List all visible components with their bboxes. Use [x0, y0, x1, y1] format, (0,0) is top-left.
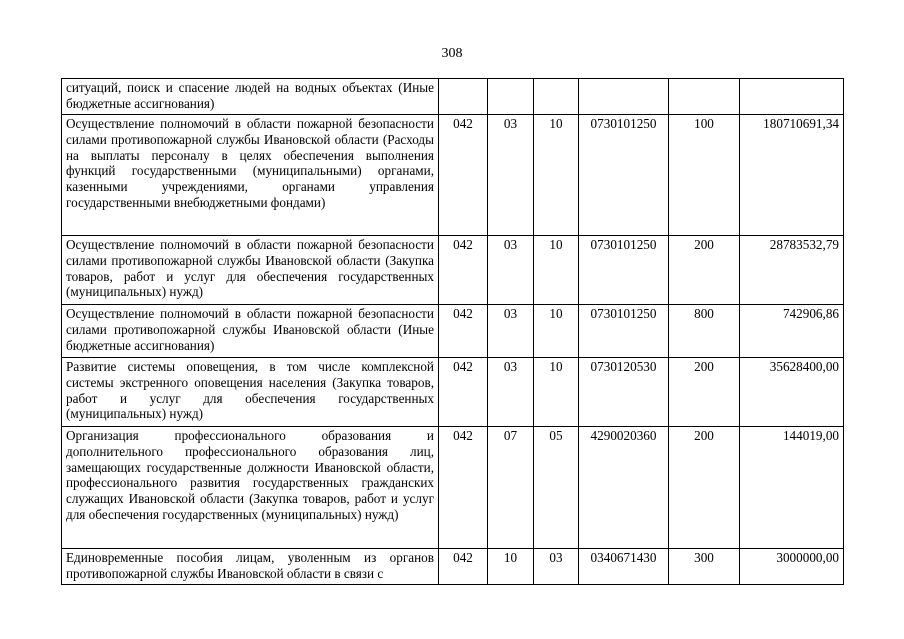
budget-table-body: [62, 79, 844, 585]
row-subsection-code: 03: [534, 549, 579, 585]
row-subsection-code: 10: [534, 305, 579, 358]
table-row: [62, 427, 844, 549]
row-target-article: 0730101250: [579, 305, 669, 358]
row-ministry-code: 042: [439, 236, 488, 305]
row-ministry-code: [439, 79, 488, 115]
row-description: Осуществление полномочий в области пожарной безопасности силами противопожарной службы Ивановской области (Закупка товаров, работ и услуг для обеспечения государственных (муниципальных) нужд): [62, 236, 439, 305]
row-description: Осуществление полномочий в области пожарной безопасности силами противопожарной службы Ивановской области (Расходы на выплаты персоналу в целях обеспечения выполнения функций государственными (муниципальными) органами, казенными учреждениями, органами управления государственными внебюджетными фондами): [62, 115, 439, 236]
row-amount: 28783532,79: [740, 236, 844, 305]
row-amount: 742906,86: [740, 305, 844, 358]
row-description: ситуаций, поиск и спасение людей на водных объектах (Иные бюджетные ассигнования): [62, 79, 439, 115]
row-section-code: [488, 79, 534, 115]
row-expense-type: 200: [669, 236, 740, 305]
row-ministry-code: 042: [439, 115, 488, 236]
row-subsection-code: 10: [534, 115, 579, 236]
row-expense-type: 100: [669, 115, 740, 236]
row-subsection-code: 10: [534, 236, 579, 305]
table-row: [62, 305, 844, 358]
row-expense-type: 800: [669, 305, 740, 358]
row-amount: [740, 79, 844, 115]
row-section-code: 03: [488, 115, 534, 236]
table-row: [62, 79, 844, 115]
row-amount: 35628400,00: [740, 358, 844, 427]
table-row: [62, 358, 844, 427]
row-description: Осуществление полномочий в области пожарной безопасности силами противопожарной службы Ивановской области (Иные бюджетные ассигнования): [62, 305, 439, 358]
row-subsection-code: 05: [534, 427, 579, 549]
row-subsection-code: [534, 79, 579, 115]
row-target-article: 0730101250: [579, 115, 669, 236]
row-section-code: 03: [488, 358, 534, 427]
page-number: 308: [441, 46, 463, 61]
row-expense-type: 200: [669, 358, 740, 427]
row-section-code: 10: [488, 549, 534, 585]
row-description: Организация профессионального образования и дополнительного профессионального образования лиц, замещающих государственные должности Ивановской области, профессионального развития государственных гражданских служащих Ивановской области (Закупка товаров, работ и услуг для обеспечения государственных (муниципальных) нужд): [62, 427, 439, 549]
row-target-article: 0340671430: [579, 549, 669, 585]
row-section-code: 03: [488, 236, 534, 305]
row-subsection-code: 10: [534, 358, 579, 427]
row-target-article: 4290020360: [579, 427, 669, 549]
budget-table: [61, 78, 844, 585]
row-section-code: 07: [488, 427, 534, 549]
row-section-code: 03: [488, 305, 534, 358]
table-row: [62, 549, 844, 585]
row-description: Единовременные пособия лицам, уволенным из органов противопожарной службы Ивановской области в связи с: [62, 549, 439, 585]
row-amount: 3000000,00: [740, 549, 844, 585]
row-expense-type: [669, 79, 740, 115]
row-ministry-code: 042: [439, 427, 488, 549]
row-amount: 144019,00: [740, 427, 844, 549]
row-ministry-code: 042: [439, 305, 488, 358]
row-expense-type: 300: [669, 549, 740, 585]
row-ministry-code: 042: [439, 358, 488, 427]
row-target-article: [579, 79, 669, 115]
row-ministry-code: 042: [439, 549, 488, 585]
row-amount: 180710691,34: [740, 115, 844, 236]
table-row: [62, 236, 844, 305]
table-row: [62, 115, 844, 236]
row-target-article: 0730120530: [579, 358, 669, 427]
row-target-article: 0730101250: [579, 236, 669, 305]
row-description: Развитие системы оповещения, в том числе комплексной системы экстренного оповещения населения (Закупка товаров, работ и услуг для обеспечения государственных (муниципальных) нужд): [62, 358, 439, 427]
row-expense-type: 200: [669, 427, 740, 549]
